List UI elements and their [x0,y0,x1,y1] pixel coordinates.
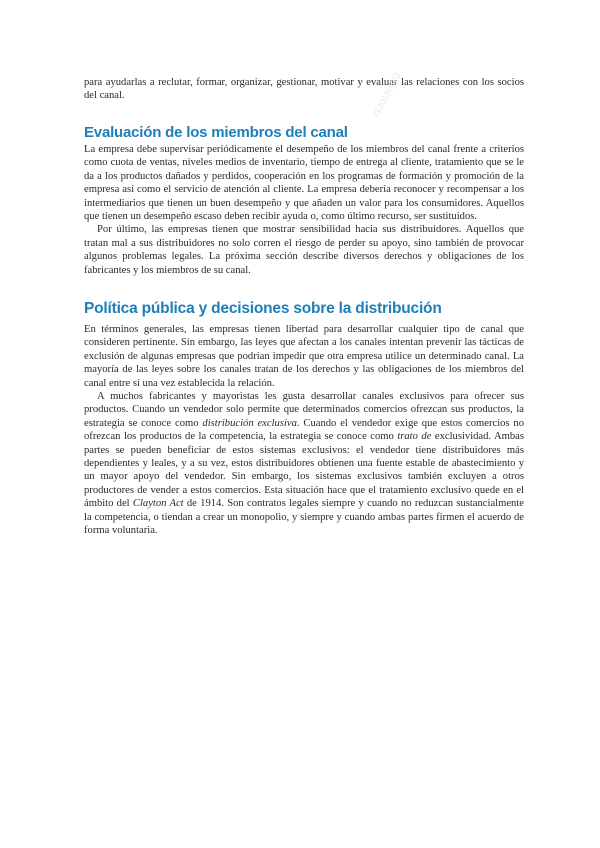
section-evaluacion-body [84,143,524,277]
text-run: de 1914. Son contratos legales siempre y cuando no reduzcan sustancialmente la competencia, o tiendan a crear un monopolio, y siempre y cuando ambas partes firmen el acuerdo de forma voluntaria. [84,498,524,537]
text-run: A muchos fabricantes y mayoristas les gusta desarrollar canales exclusivos para ofrecer sus productos. Cuando un vendedor solo permite que determinados comercios ofrezcan sus productos, la estrategia se conoce como [84,391,524,429]
intro-paragraph: para ayudarlas a reclutar, formar, organizar, gestionar, motivar y evaluar las relaciones con los socios del canal. [84,77,524,102]
body-paragraph-exclusividad [84,390,524,537]
watermark: 4120180823 [370,70,403,120]
italic-term: trato de [397,431,432,443]
text-run: exclusividad. Ambas partes se pueden beneficiar de estos sistemas exclusivos: el vendedor tiene distribuidores más dependientes y leales, y a su vez, estos distribuidores obtienen una fuente estable de abastecimiento y un mayor apoyo del vendedor. Sin embargo, los sistemas exclusivos también excluyen a otros productores de vender a estos comercios. Esta situación hace que el tratamiento exclusivo quede en el ámbito del [84,431,524,510]
intro-block [84,76,524,103]
body-paragraph: Por último, las empresas tienen que mostrar sensibilidad hacia sus distribuidores. Aquellos que tratan mal a sus distribuidores no solo corren el riesgo de perder su apoyo, sino también de provocar algunos problemas legales. La próxima sección describe diversos derechos y obligaciones de los fabricantes y los miembros de su canal. [84,224,524,276]
section-politica-body [84,323,524,538]
body-paragraph: En términos generales, las empresas tienen libertad para desarrollar cualquier tipo de canal que consideren pertinente. Sin embargo, las leyes que afectan a los canales intentan prevenir las tácticas de exclusión de algunas empresas que podrían impedir que otra empresa utilice un determinado canal. La mayoría de las leyes sobre los canales tratan de los derechos y las obligaciones de los miembros del canal entre sí una vez establecida la relación. [84,324,524,389]
italic-term: distribución exclusiva [202,417,297,429]
text-run: . Cuando el vendedor exige que estos comercios no ofrezcan los productos de la competencia, la estrategia se conoce como [84,417,525,443]
section-heading-politica: Política pública y decisiones sobre la distribución [84,300,442,317]
body-paragraph: La empresa debe supervisar periódicamente el desempeño de los miembros del canal frente a criterios como cuota de ventas, niveles medios de inventario, tiempo de entrega al cliente, tratamiento que se le da a los productos dañados y perdidos, cooperación en los programas de formación y promoción de la empresa así como el servicio de atención al cliente. La empresa debería reconocer y recompensar a los intermediarios que tienen un buen desempeño y que añaden un valor para los consumidores. Aquellos que tienen un desempeño escaso deben recibir ayuda o, como último recurso, ser sustituidos. [84,144,524,223]
section-heading-evaluacion: Evaluación de los miembros del canal [84,124,348,141]
italic-term: Clayton Act [132,498,184,510]
